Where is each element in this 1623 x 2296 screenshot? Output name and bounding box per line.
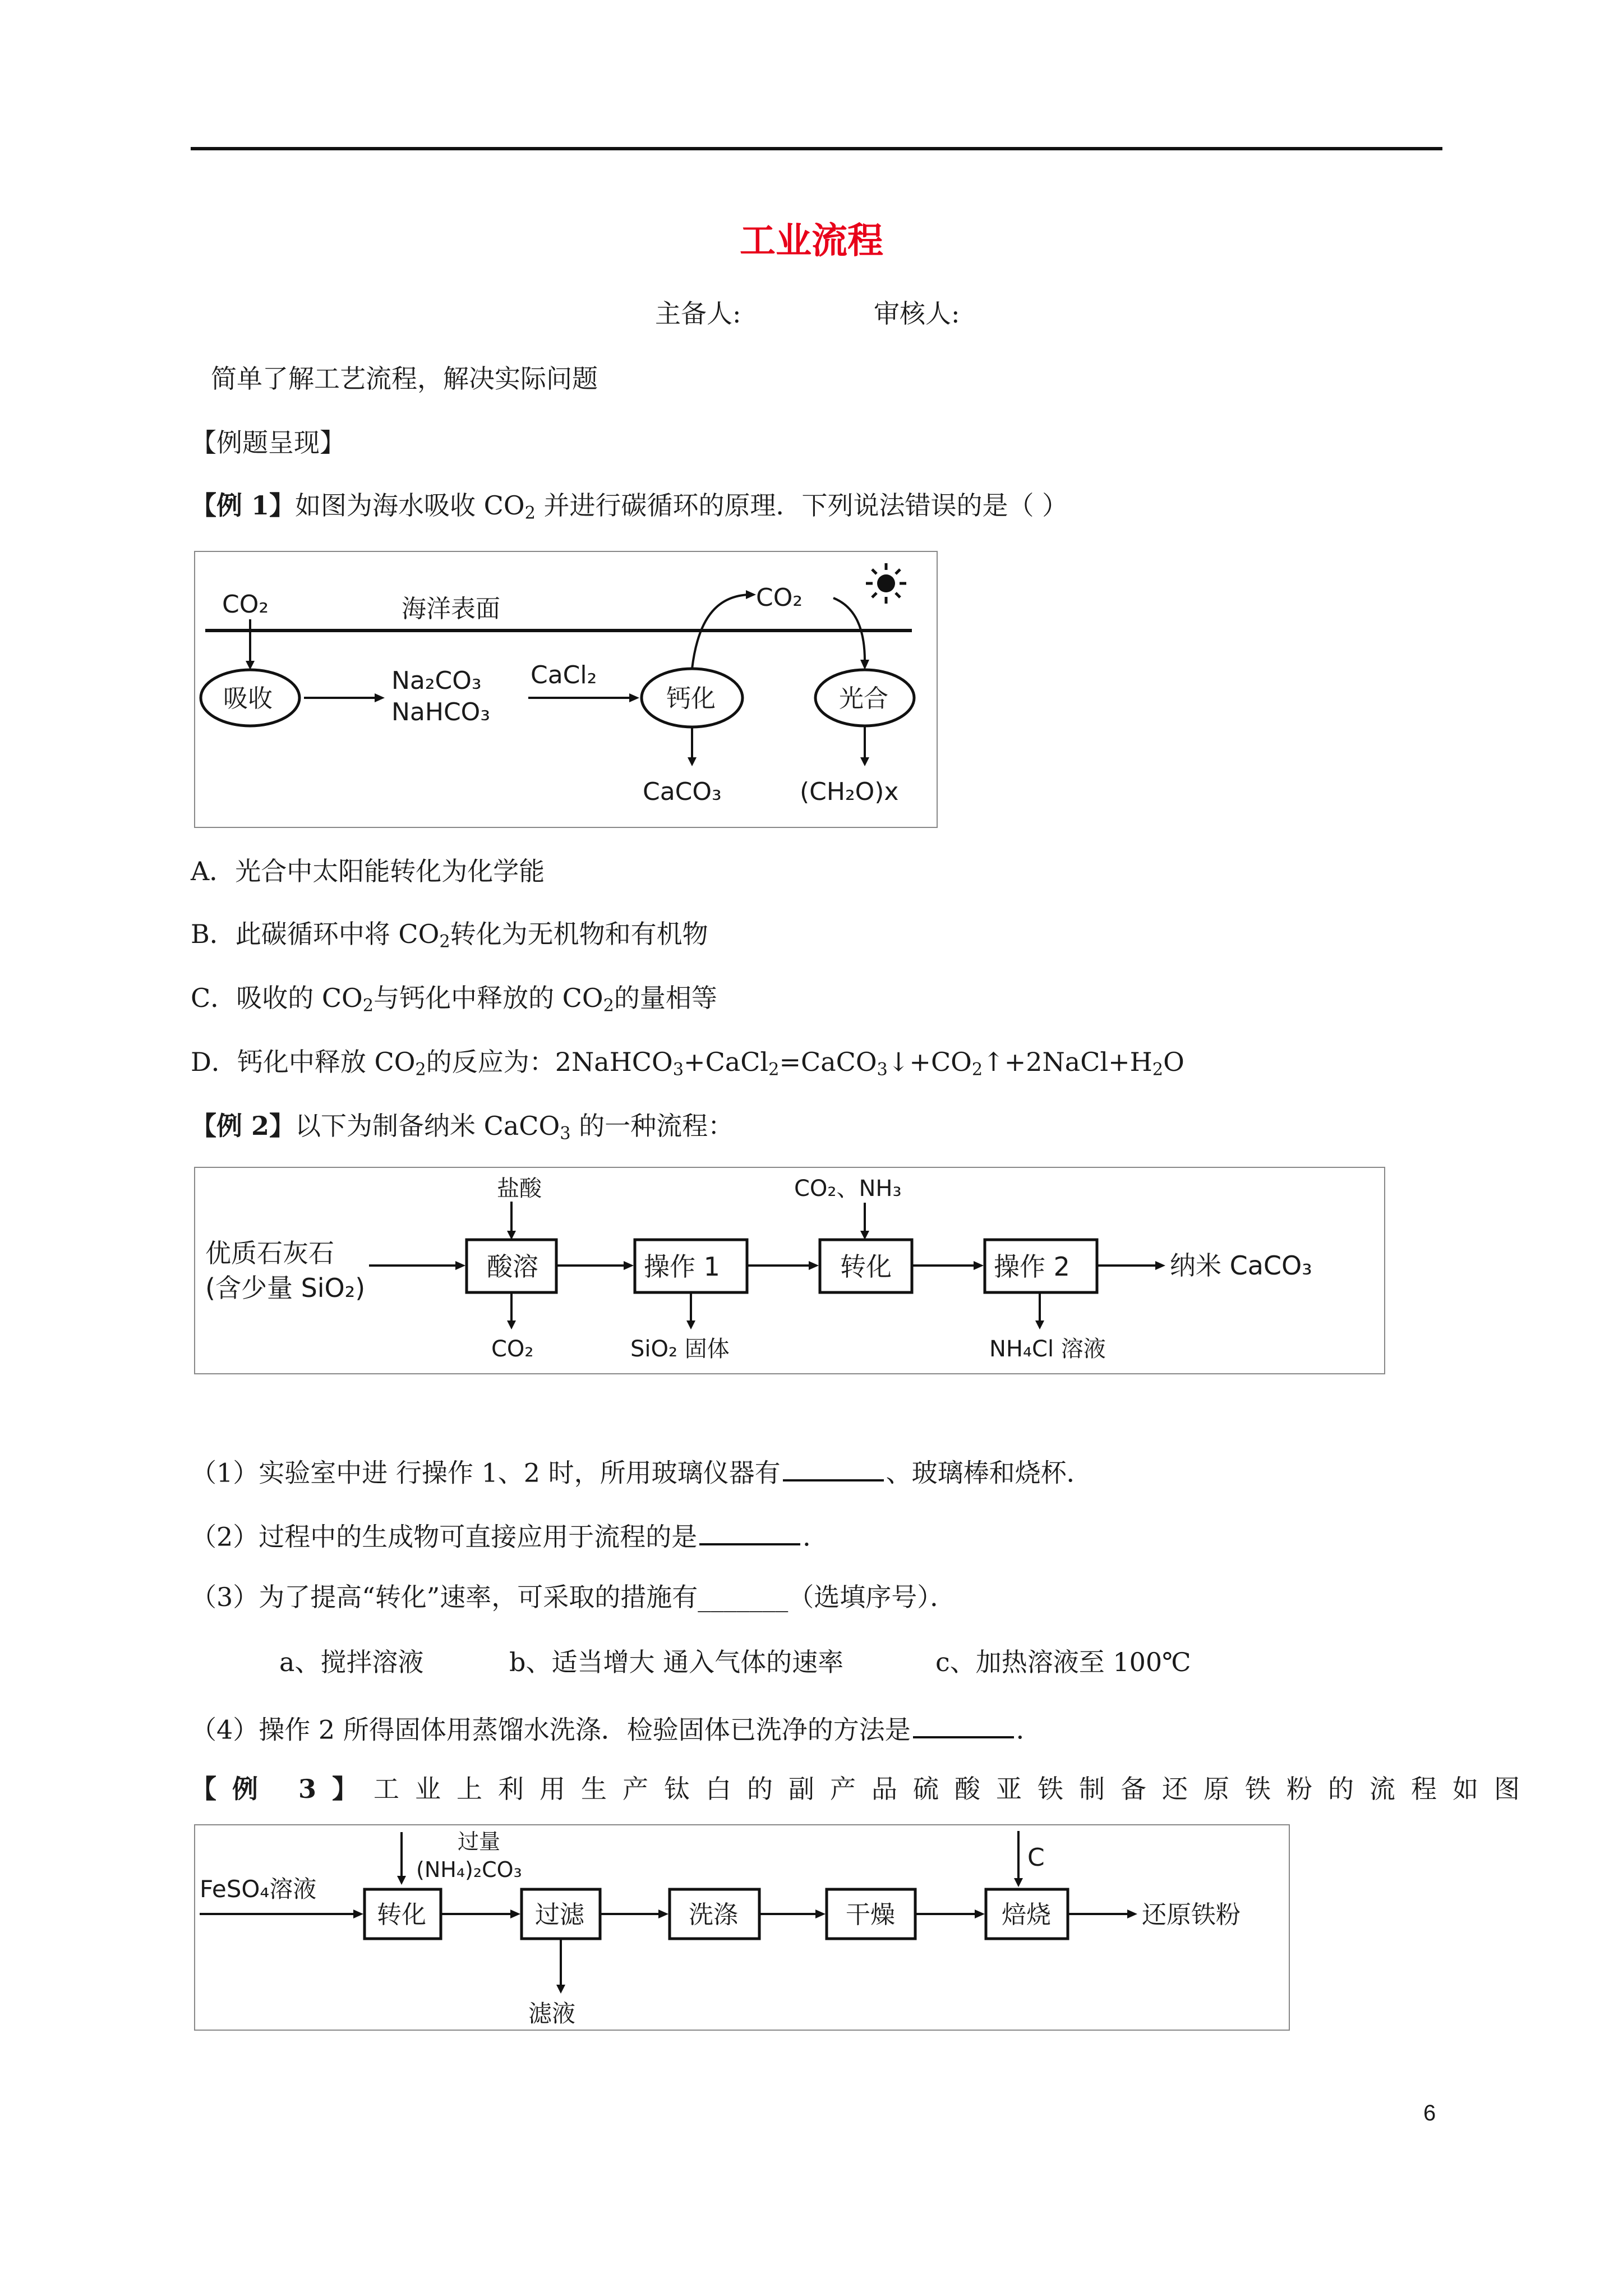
fig2-hcl: 盐酸 [497,1176,542,1202]
ex2-q3-option-b: b、适当增大 通入气体的速率 [509,1647,844,1677]
ex1-option-a: A．光合中太阳能转化为化学能 [191,856,545,886]
fig3-filtrate: 滤液 [528,2000,576,2027]
fig2-sio2-out: SiO₂ 固体 [630,1336,730,1362]
ex1-option-d: D．钙化中释放 $CO_2$的反应为：$2NaHCO_3+CaCl_2=CaCO_3↓+CO_2↑+2NaCl+H_2O$ [191,1047,1184,1080]
figure-iron-powder-flow [194,1824,1290,2031]
fig1-na2co3: Na₂CO₃ [391,666,482,695]
fig2-op1: 操作 1 [644,1251,720,1282]
fig2-nh4cl-out: NH₄Cl 溶液 [989,1336,1106,1362]
ex1-option-c: C．吸收的 $CO_2$与钙化中释放的 $CO_2$的量相等 [191,983,717,1016]
fig2-reagents: CO₂、NH₃ [794,1176,902,1202]
page-title: 工业流程 [740,220,883,262]
ex2-q3-option-c: c、加热溶液至 100℃ [935,1647,1191,1677]
fig3-carbon: C [1027,1843,1045,1872]
ex1-option-b: B．此碳循环中将 $CO_2$转化为无机物和有机物 [191,919,708,952]
fig2-acid-dissolve: 酸溶 [487,1251,538,1282]
fig2-output: 纳米 CaCO₃ [1170,1250,1312,1281]
answer-blank-2[interactable] [699,1520,800,1545]
fig2-input-2: (含少量 SiO₂) [205,1273,366,1303]
page-number: 6 [1423,2101,1436,2125]
example-3-label: 【例 3】 [191,1774,374,1804]
fig1-ch2o: (CH₂O)x [800,777,899,806]
example-2-label: 【例 2】 [191,1111,296,1141]
fig1-co2-top: CO₂ [756,583,803,612]
answer-blank-1[interactable] [783,1456,884,1481]
fig1-absorb: 吸收 [223,684,273,713]
answer-blank-4[interactable] [913,1713,1014,1738]
fig1-ocean-surface: 海洋表面 [402,595,500,623]
fig2-transform: 转化 [840,1251,892,1282]
fig3-excess: 过量 [458,1829,501,1854]
fig1-caco3: CaCO₃ [643,777,722,806]
fig3-transform: 转化 [377,1901,426,1929]
sun-icon [866,563,906,604]
fig3-feed: FeSO₄溶液 [200,1875,317,1903]
example-2-stem: 【例 2】以下为制备纳米 CaCO$_3$ 的一种流程： [191,1111,734,1144]
fig1-photosynthesis: 光合 [839,684,888,713]
example-3-stem: 【例 3】工业上利用生产钛白的副产品硫酸亚铁制备还原铁粉的流程如图 [191,1774,1536,1804]
fig3-roast: 焙烧 [1002,1901,1051,1929]
ex2-question-3: （3）为了提高“转化”速率，可采取的措施有_______（选填序号）． [191,1582,956,1612]
fig3-wash: 洗涤 [689,1901,738,1929]
fig3-filter: 过滤 [535,1901,584,1929]
example-1-label: 【例 1】 [191,490,296,521]
fig2-co2-out: CO₂ [491,1336,534,1362]
fig1-calcify: 钙化 [666,684,716,713]
section-heading: 【例题呈现】 [191,427,345,458]
objective-text: 简单了解工艺流程，解决实际问题 [211,364,598,394]
fig3-output: 还原铁粉 [1142,1901,1241,1929]
example-1-stem: 【例 1】如图为海水吸收 $CO_2$ 并进行碳循环的原理．下列说法错误的是（ ） [191,490,1068,523]
fig2-op2: 操作 2 [994,1251,1070,1282]
fig3-dry: 干燥 [846,1901,895,1929]
fig1-nahco3: NaHCO₃ [391,698,490,726]
figure-nano-caco3-flow [194,1167,1385,1374]
figure-carbon-cycle [194,551,938,828]
fig2-input-1: 优质石灰石 [205,1238,334,1268]
reviewer-label: 审核人: [874,298,960,329]
ex2-q3-option-a: a、搅拌溶液 [279,1647,424,1677]
fig1-cacl2: CaCl₂ [531,661,597,689]
preparer-label: 主备人: [655,298,741,329]
ex2-question-4: （4）操作 2 所得固体用蒸馏水洗涤．检验固体已洗净的方法是 ． [191,1713,1042,1742]
ex2-question-2: （2）过程中的生成物可直接应用于流程的是 ． [191,1520,828,1549]
header-rule [191,147,1442,150]
fig1-co2-left: CO₂ [222,590,269,619]
ex2-question-1: （1）实验室中进 行操作 1、2 时，所用玻璃仪器有 、玻璃棒和烧杯． [191,1456,1092,1485]
fig3-reagent: (NH₄)₂CO₃ [416,1857,522,1882]
